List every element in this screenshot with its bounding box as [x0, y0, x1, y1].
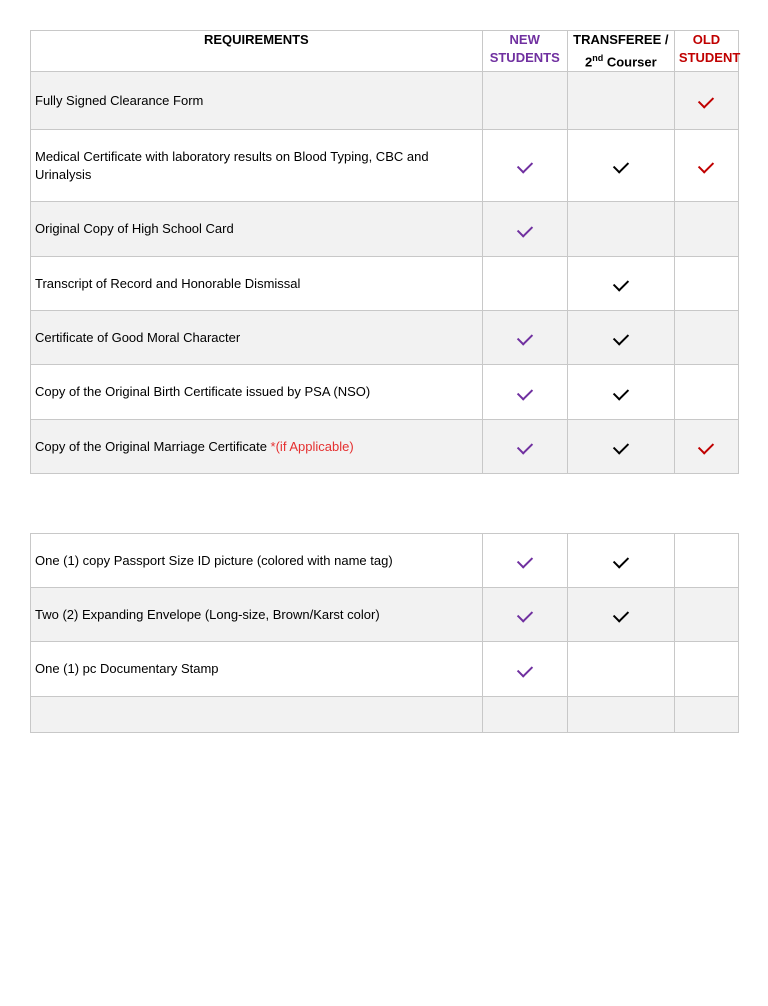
new-cell — [482, 202, 567, 257]
requirement-label: Two (2) Expanding Envelope (Long-size, Brown/Karst color) — [35, 606, 380, 622]
transferee-cell — [567, 130, 674, 202]
header-old-student: OLD STUDENT — [674, 31, 738, 72]
old-cell — [674, 202, 738, 257]
requirement-label: Certificate of Good Moral Character — [35, 329, 241, 345]
transferee-cell — [567, 311, 674, 365]
transferee-check-icon — [613, 384, 629, 400]
transferee-check-icon — [613, 606, 629, 622]
old-cell — [674, 588, 738, 642]
new-cell — [482, 642, 567, 697]
transferee-cell — [567, 697, 674, 733]
table-row — [31, 642, 739, 697]
requirement-label: Copy of the Original Birth Certificate issued by PSA (NSO) — [35, 384, 371, 400]
old-cell — [674, 534, 738, 588]
transferee-cell — [567, 365, 674, 420]
requirement-cell — [31, 130, 483, 202]
supplementary-requirements-table — [30, 533, 739, 733]
requirement-cell — [31, 642, 483, 697]
header-transferee-rest: Courser — [603, 54, 657, 70]
requirement-cell — [31, 420, 483, 474]
transferee-cell — [567, 72, 674, 130]
requirement-cell — [31, 697, 483, 733]
applicable-note: *(if Applicable) — [270, 438, 354, 454]
requirement-label: Original Copy of High School Card — [35, 221, 234, 237]
new-students-check-icon — [517, 439, 533, 455]
table-row — [31, 202, 739, 257]
new-students-check-icon — [517, 384, 533, 400]
table-row — [31, 588, 739, 642]
requirement-cell — [31, 365, 483, 420]
old-cell — [674, 130, 738, 202]
header-transferee-line1: TRANSFEREE / — [573, 32, 669, 47]
transferee-check-icon — [613, 439, 629, 455]
table-row — [31, 130, 739, 202]
transferee-check-icon — [613, 276, 629, 292]
new-cell — [482, 420, 567, 474]
requirement-label: One (1) pc Documentary Stamp — [35, 661, 219, 676]
new-cell — [482, 588, 567, 642]
new-cell — [482, 311, 567, 365]
new-students-check-icon — [517, 606, 533, 622]
requirement-label: One (1) copy Passport Size ID picture (colored with name tag) — [35, 552, 393, 568]
new-cell — [482, 257, 567, 311]
header-requirements: REQUIREMENTS — [31, 31, 483, 72]
table-row — [31, 365, 739, 420]
old-student-check-icon — [698, 439, 714, 455]
transferee-cell — [567, 257, 674, 311]
requirement-cell — [31, 588, 483, 642]
transferee-cell — [567, 534, 674, 588]
transferee-check-icon — [613, 158, 629, 174]
new-cell — [482, 365, 567, 420]
header-transferee-num: 2 — [584, 54, 593, 70]
header-transferee — [567, 31, 674, 72]
transferee-cell — [567, 588, 674, 642]
requirement-cell — [31, 257, 483, 311]
new-cell — [482, 697, 567, 733]
requirement-cell — [31, 202, 483, 257]
requirements-table — [30, 30, 739, 474]
old-cell — [674, 311, 738, 365]
transferee-check-icon — [613, 552, 629, 568]
old-cell — [674, 697, 738, 733]
old-student-check-icon — [698, 93, 714, 109]
table-row — [31, 420, 739, 474]
old-cell — [674, 420, 738, 474]
old-cell — [674, 365, 738, 420]
requirement-cell — [31, 311, 483, 365]
transferee-cell — [567, 420, 674, 474]
new-cell — [482, 130, 567, 202]
new-cell — [482, 72, 567, 130]
old-cell — [674, 257, 738, 311]
new-students-check-icon — [517, 661, 533, 677]
requirement-label: Fully Signed Clearance Form — [35, 92, 204, 108]
old-cell — [674, 72, 738, 130]
transferee-check-icon — [613, 330, 629, 346]
old-cell — [674, 642, 738, 697]
old-student-check-icon — [698, 158, 714, 174]
table-row — [31, 257, 739, 311]
header-transferee-sup: nd — [592, 53, 604, 63]
table-row — [31, 534, 739, 588]
new-cell — [482, 534, 567, 588]
header-new-students: NEW STUDENTS — [482, 31, 567, 72]
new-students-check-icon — [517, 158, 533, 174]
requirement-cell — [31, 72, 483, 130]
new-students-check-icon — [517, 330, 533, 346]
transferee-cell — [567, 202, 674, 257]
table-row — [31, 72, 739, 130]
requirement-label: Medical Certificate with laboratory results on Blood Typing, CBC and Urinalysis — [35, 148, 429, 182]
requirement-label: Transcript of Record and Honorable Dismissal — [35, 275, 301, 291]
new-students-check-icon — [517, 221, 533, 237]
table-row — [31, 311, 739, 365]
new-students-check-icon — [517, 552, 533, 568]
requirement-cell — [31, 534, 483, 588]
table-row — [31, 697, 739, 733]
transferee-cell — [567, 642, 674, 697]
requirement-label: Copy of the Original Marriage Certificate — [35, 438, 271, 454]
